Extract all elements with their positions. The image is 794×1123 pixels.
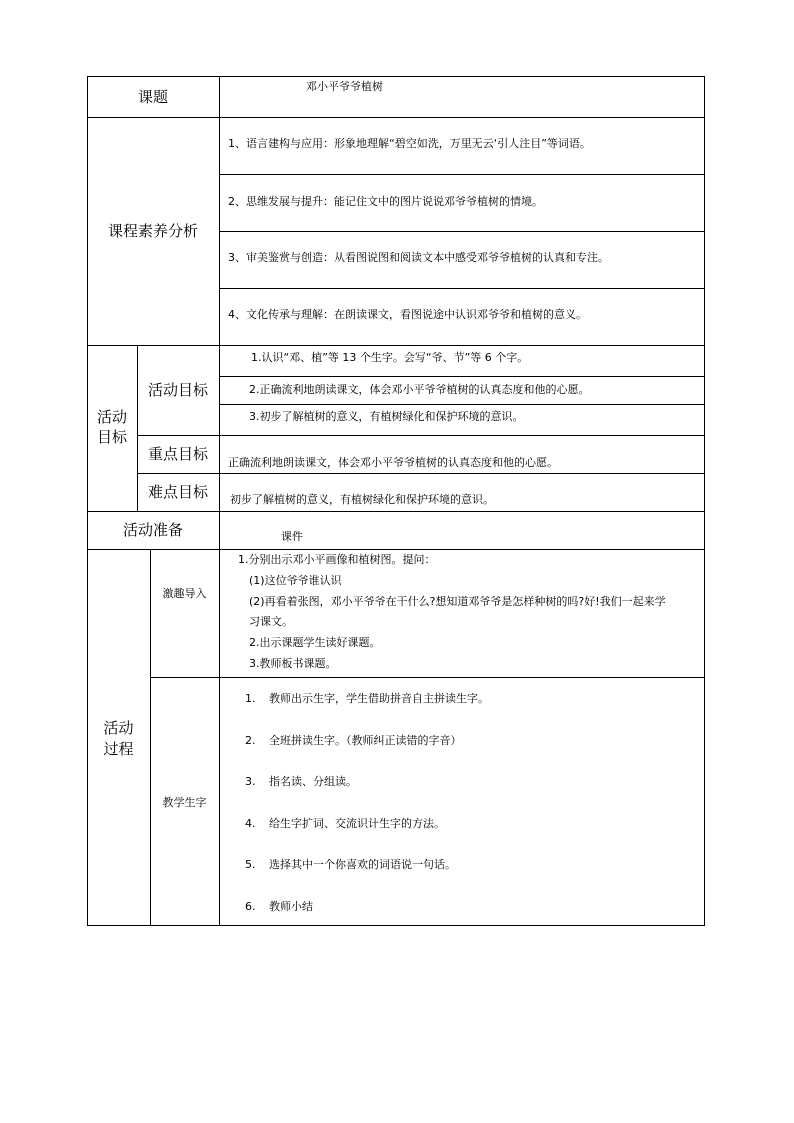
- process-label-line2: 过程: [103, 740, 134, 758]
- row-divider: [219, 231, 705, 232]
- step-text: 教师出示生字，学生借助拼音自主拼读生字。: [269, 692, 489, 705]
- row-divider: [137, 473, 705, 474]
- step-text: 选择其中一个你喜欢的词语说一句话。: [269, 858, 456, 871]
- characters-step: [245, 900, 313, 914]
- literacy-item: 4、文化传承与理解：在朗读课文，看图说途中认识邓爷爷和植树的意义。: [228, 308, 587, 321]
- row-divider: [87, 345, 705, 346]
- key-goal-text: 正确流利地朗读课文，体会邓小平爷爷植树的认真态度和他的心愿。: [228, 456, 558, 469]
- process-label-line1: 活动: [103, 719, 134, 737]
- difficult-goal-text: 初步了解植树的意义，有植树绿化和保护环境的意识。: [230, 493, 494, 506]
- step-number: 1.: [245, 692, 256, 705]
- step-number: 4.: [245, 817, 256, 830]
- intro-line: 习课文。: [249, 615, 293, 628]
- literacy-label: 课程素养分析: [107, 222, 198, 240]
- characters-step: [245, 775, 357, 789]
- intro-line: (2)再看着张图，邓小平爷爷在干什么?想知道邓爷爷是怎样种树的吗?好!我们一起来学: [249, 595, 666, 608]
- activity-goal-label: 活动目标: [147, 381, 208, 399]
- row-divider: [219, 376, 705, 377]
- step-number: 5.: [245, 858, 256, 871]
- activity-goal-item: 2.正确流利地朗读课文，体会邓小平爷爷植树的认真态度和他的心愿。: [249, 383, 590, 396]
- difficult-goal-label: 难点目标: [147, 483, 208, 501]
- step-number: 3.: [245, 775, 256, 788]
- step-text: 指名读、分组读。: [269, 775, 357, 788]
- characters-label: 教学生字: [162, 796, 207, 809]
- column-divider: [219, 76, 220, 926]
- intro-line: 2.出示课题学生读好课题。: [249, 636, 381, 649]
- characters-step: [245, 734, 462, 748]
- topic-label: 课题: [137, 88, 168, 106]
- intro-line: 3.教师板书课题。: [249, 657, 337, 670]
- step-number: 6.: [245, 900, 256, 913]
- topic-value: 邓小平爷爷植树: [306, 80, 383, 93]
- row-divider: [87, 511, 705, 512]
- row-divider: [219, 404, 705, 405]
- row-divider: [219, 174, 705, 175]
- intro-line: 1.分别出示邓小平画像和植树图。提问：: [238, 553, 436, 566]
- step-number: 2.: [245, 734, 256, 747]
- activity-goal-item: 3.初步了解植树的意义，有植树绿化和保护环境的意识。: [249, 410, 524, 423]
- preparation-label: 活动准备: [122, 521, 183, 539]
- intro-line: (1)这位爷爷谁认识: [249, 574, 342, 587]
- row-divider: [87, 117, 705, 118]
- goals-label-line2: 目标: [96, 428, 127, 446]
- row-divider: [150, 677, 705, 678]
- characters-step: [245, 817, 445, 831]
- literacy-item: 2、思维发展与提升：能记住文中的图片说说邓爷爷植树的情境。: [228, 195, 543, 208]
- preparation-value: 课件: [281, 530, 303, 543]
- literacy-item: 3、审美鉴赏与创造：从看图说图和阅读文本中感受邓爷爷植树的认真和专注。: [228, 251, 609, 264]
- step-text: 全班拼读生字。（教师纠正读错的字音）: [269, 734, 462, 747]
- activity-goal-item: 1.认识“邓、植”等 13 个生字。会写“爷、节”等 6 个字。: [251, 351, 529, 364]
- row-divider: [219, 288, 705, 289]
- column-divider: [150, 549, 151, 926]
- literacy-item: 1、语言建构与应用：形象地理解“碧空如洗，万里无云‘引人注目”等词语。: [228, 137, 591, 150]
- key-goal-label: 重点目标: [147, 445, 208, 463]
- goals-label-line1: 活动: [96, 408, 127, 426]
- characters-step: [245, 858, 456, 872]
- row-divider: [137, 435, 705, 436]
- step-text: 给生字扩词、交流识计生字的方法。: [269, 817, 445, 830]
- characters-step: [245, 692, 489, 706]
- intro-label: 激趣导入: [162, 587, 207, 600]
- step-text: 教师小结: [269, 900, 313, 913]
- row-divider: [87, 549, 705, 550]
